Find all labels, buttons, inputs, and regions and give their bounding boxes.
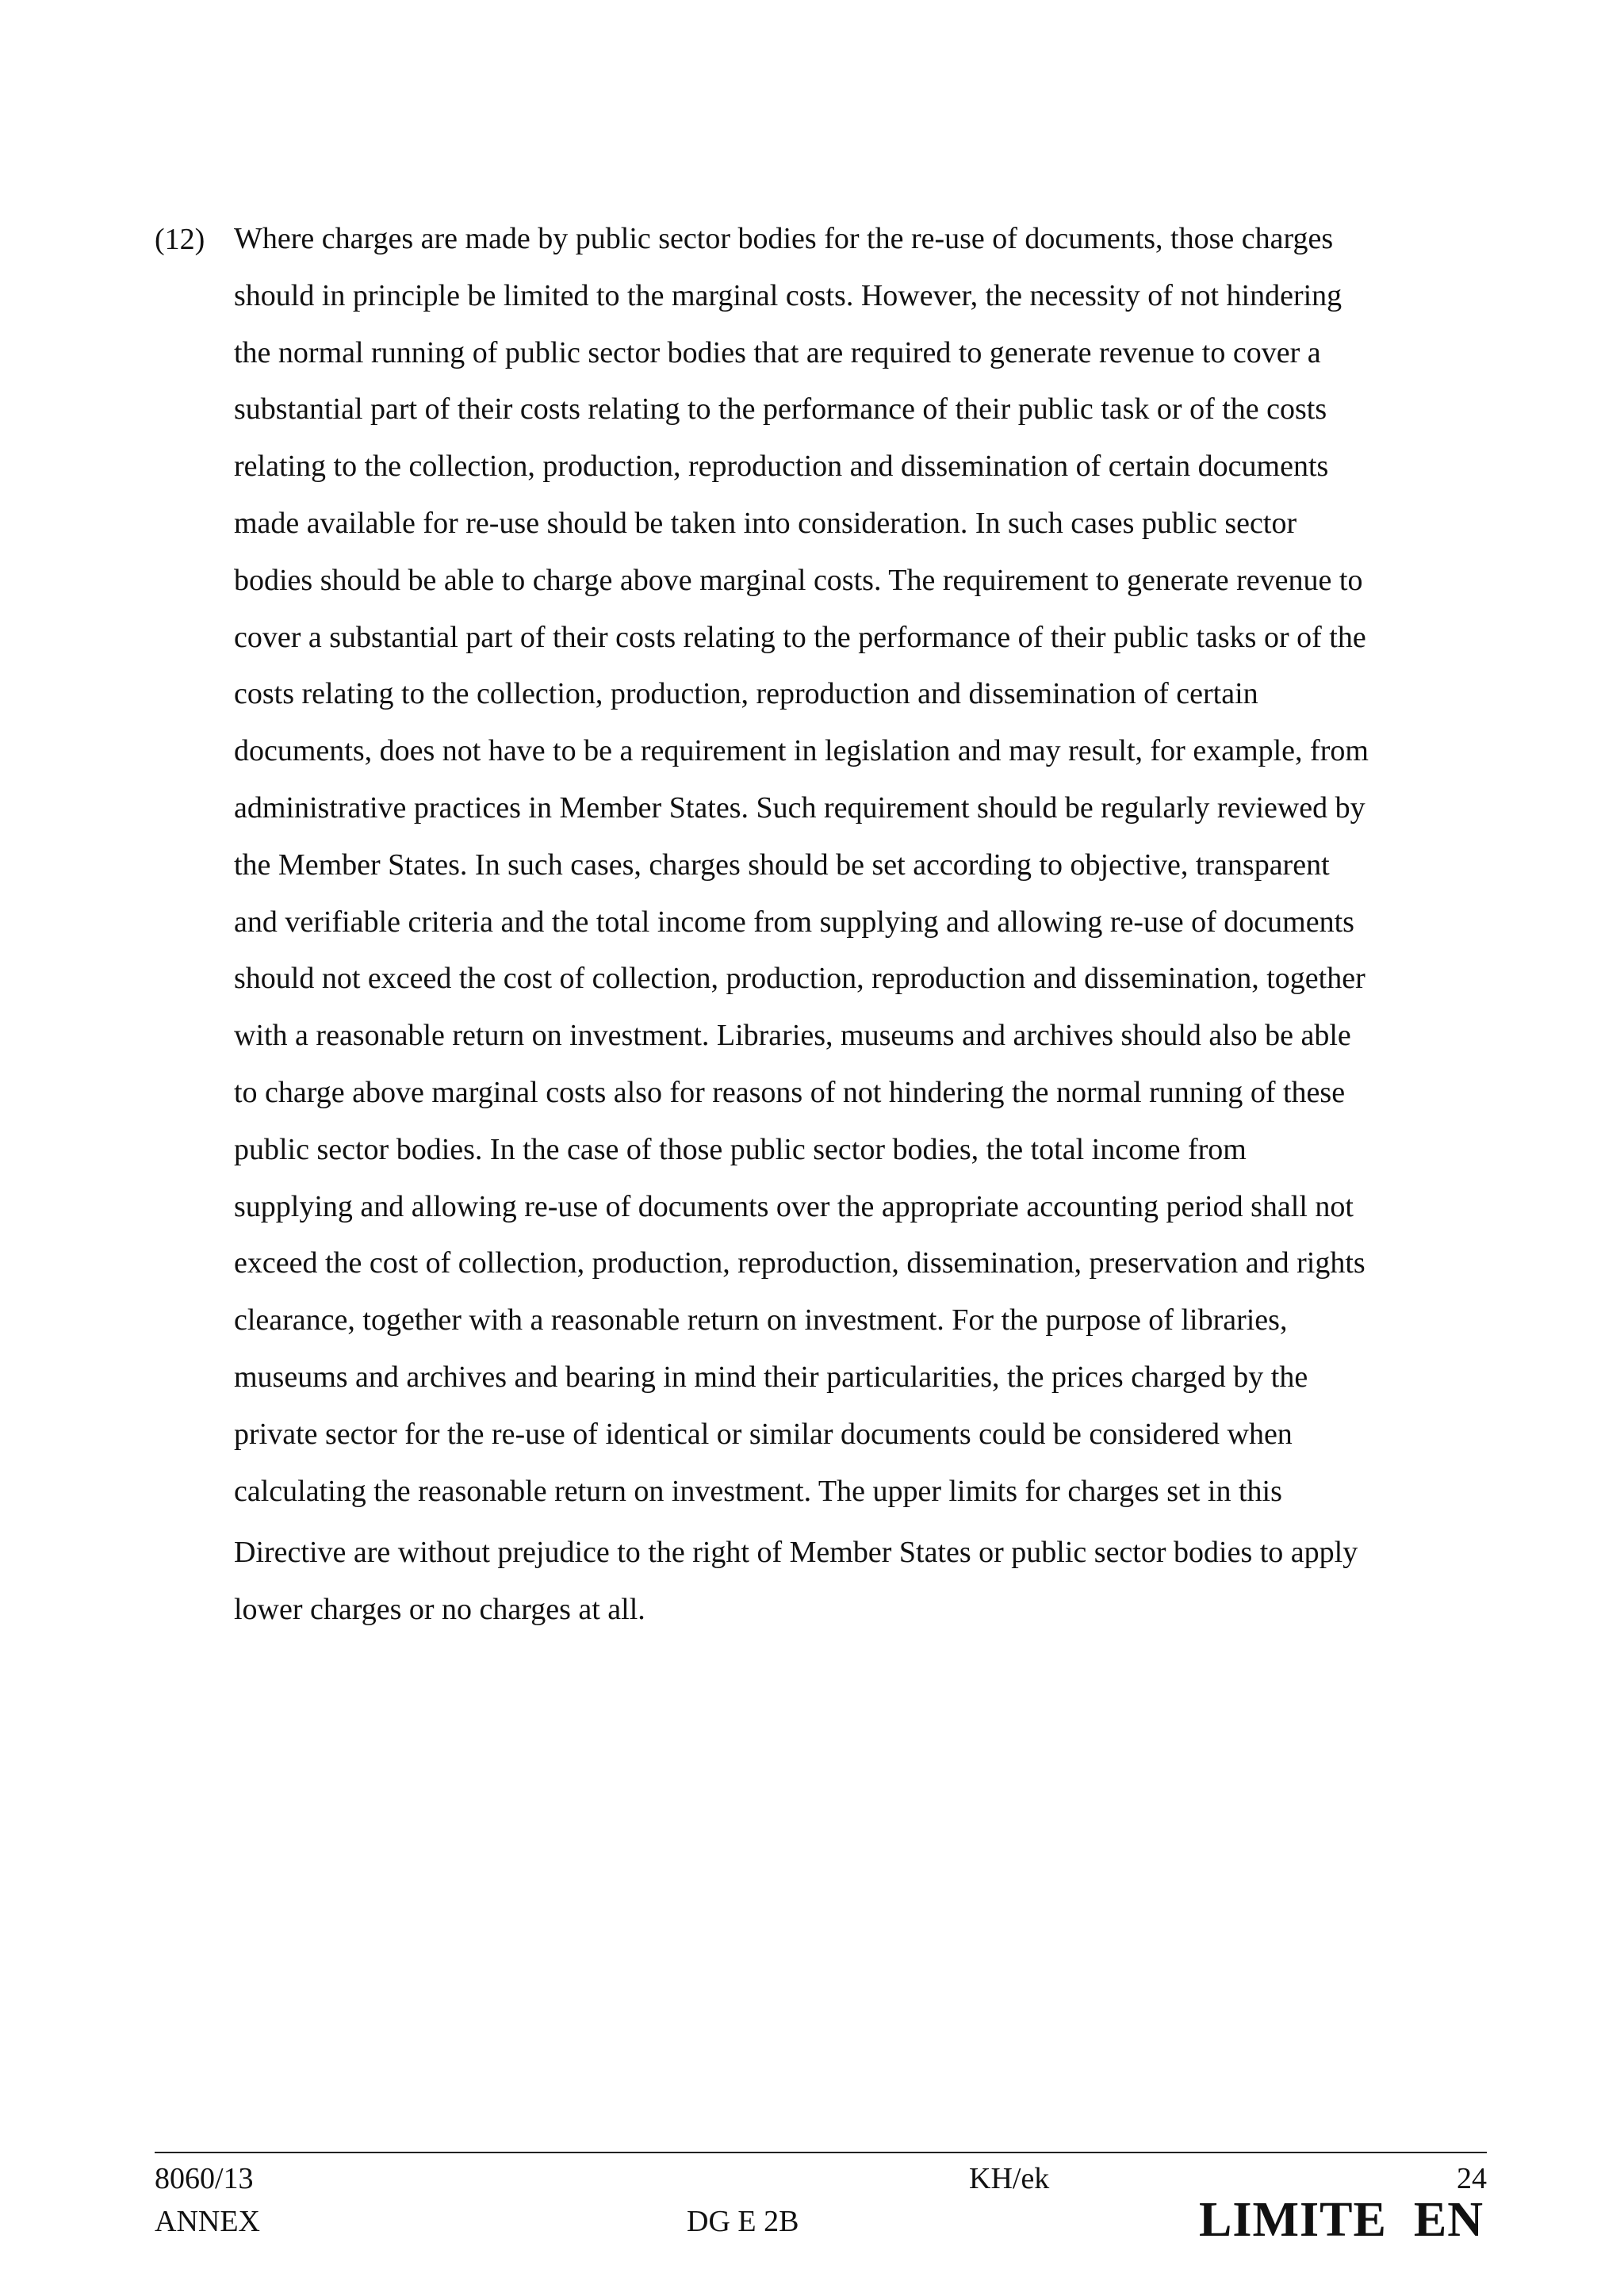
paragraph-line: private sector for the re-use of identical or similar documents could be considered when xyxy=(234,1417,1293,1451)
paragraph-line: clearance, together with a reasonable return on investment. For the purpose of libraries, xyxy=(234,1303,1288,1337)
paragraph-line: substantial part of their costs relating to the performance of their public task or of the costs xyxy=(234,392,1327,427)
paragraph-line: the Member States. In such cases, charges should be set according to objective, transparent xyxy=(234,848,1330,882)
paragraph-line: cover a substantial part of their costs relating to the performance of their public tasks or of the xyxy=(234,620,1366,654)
classification-label: LIMITE xyxy=(1199,2193,1387,2247)
paragraph-line: administrative practices in Member States. Such requirement should be regularly reviewed by xyxy=(234,790,1365,825)
paragraph-line: to charge above marginal costs also for reasons of not hindering the normal running of these xyxy=(234,1075,1346,1109)
paragraph-line: Where charges are made by public sector bodies for the re-use of documents, those charges xyxy=(234,222,1334,255)
paragraph-line: the normal running of public sector bodies that are required to generate revenue to cover a xyxy=(234,335,1321,369)
paragraph-line: with a reasonable return on investment. Libraries, museums and archives should also be able xyxy=(234,1019,1351,1053)
paragraph-line: public sector bodies. In the case of those public sector bodies, the total income from xyxy=(234,1132,1247,1166)
footer-divider xyxy=(155,2152,1487,2153)
language-code: EN xyxy=(1413,2193,1484,2247)
paragraph-line: supplying and allowing re-use of documents over the appropriate accounting period shall not xyxy=(234,1189,1354,1223)
paragraph-line: calculating the reasonable return on investment. The upper limits for charges set in this xyxy=(234,1474,1282,1508)
paragraph-line: and verifiable criteria and the total income from supplying and allowing re-use of documents xyxy=(234,905,1354,939)
paragraph-text xyxy=(234,211,1503,1639)
author-initials: KH/ek xyxy=(969,2162,1050,2195)
annex-label: ANNEX xyxy=(155,2205,260,2238)
paragraph-number: (12) xyxy=(155,223,205,256)
paragraph-line: should in principle be limited to the marginal costs. However, the necessity of not hindering xyxy=(234,278,1342,312)
paragraph-line: lower charges or no charges at all. xyxy=(234,1593,645,1627)
paragraph-line: documents, does not have to be a requirement in legislation and may result, for example, from xyxy=(234,734,1369,768)
paragraph-line: costs relating to the collection, production, reproduction and dissemination of certain xyxy=(234,677,1258,711)
paragraph-line: exceed the cost of collection, production, reproduction, dissemination, preservation and rights xyxy=(234,1246,1365,1280)
paragraph-line: relating to the collection, production, reproduction and dissemination of certain documents xyxy=(234,450,1329,484)
document-number: 8060/13 xyxy=(155,2162,254,2195)
classification-marking xyxy=(1199,2194,1484,2246)
paragraph-line: should not exceed the cost of collection, production, reproduction and dissemination, together xyxy=(234,962,1365,996)
paragraph-line: Directive are without prejudice to the right of Member States or public sector bodies to apply xyxy=(234,1536,1358,1570)
page-number: 24 xyxy=(1457,2162,1487,2195)
paragraph-line: made available for re-use should be taken into consideration. In such cases public sector xyxy=(234,506,1297,540)
paragraph-line: museums and archives and bearing in mind their particularities, the prices charged by the xyxy=(234,1360,1308,1394)
directorate-code: DG E 2B xyxy=(687,2205,799,2238)
paragraph-line: bodies should be able to charge above marginal costs. The requirement to generate revenue to xyxy=(234,563,1363,597)
